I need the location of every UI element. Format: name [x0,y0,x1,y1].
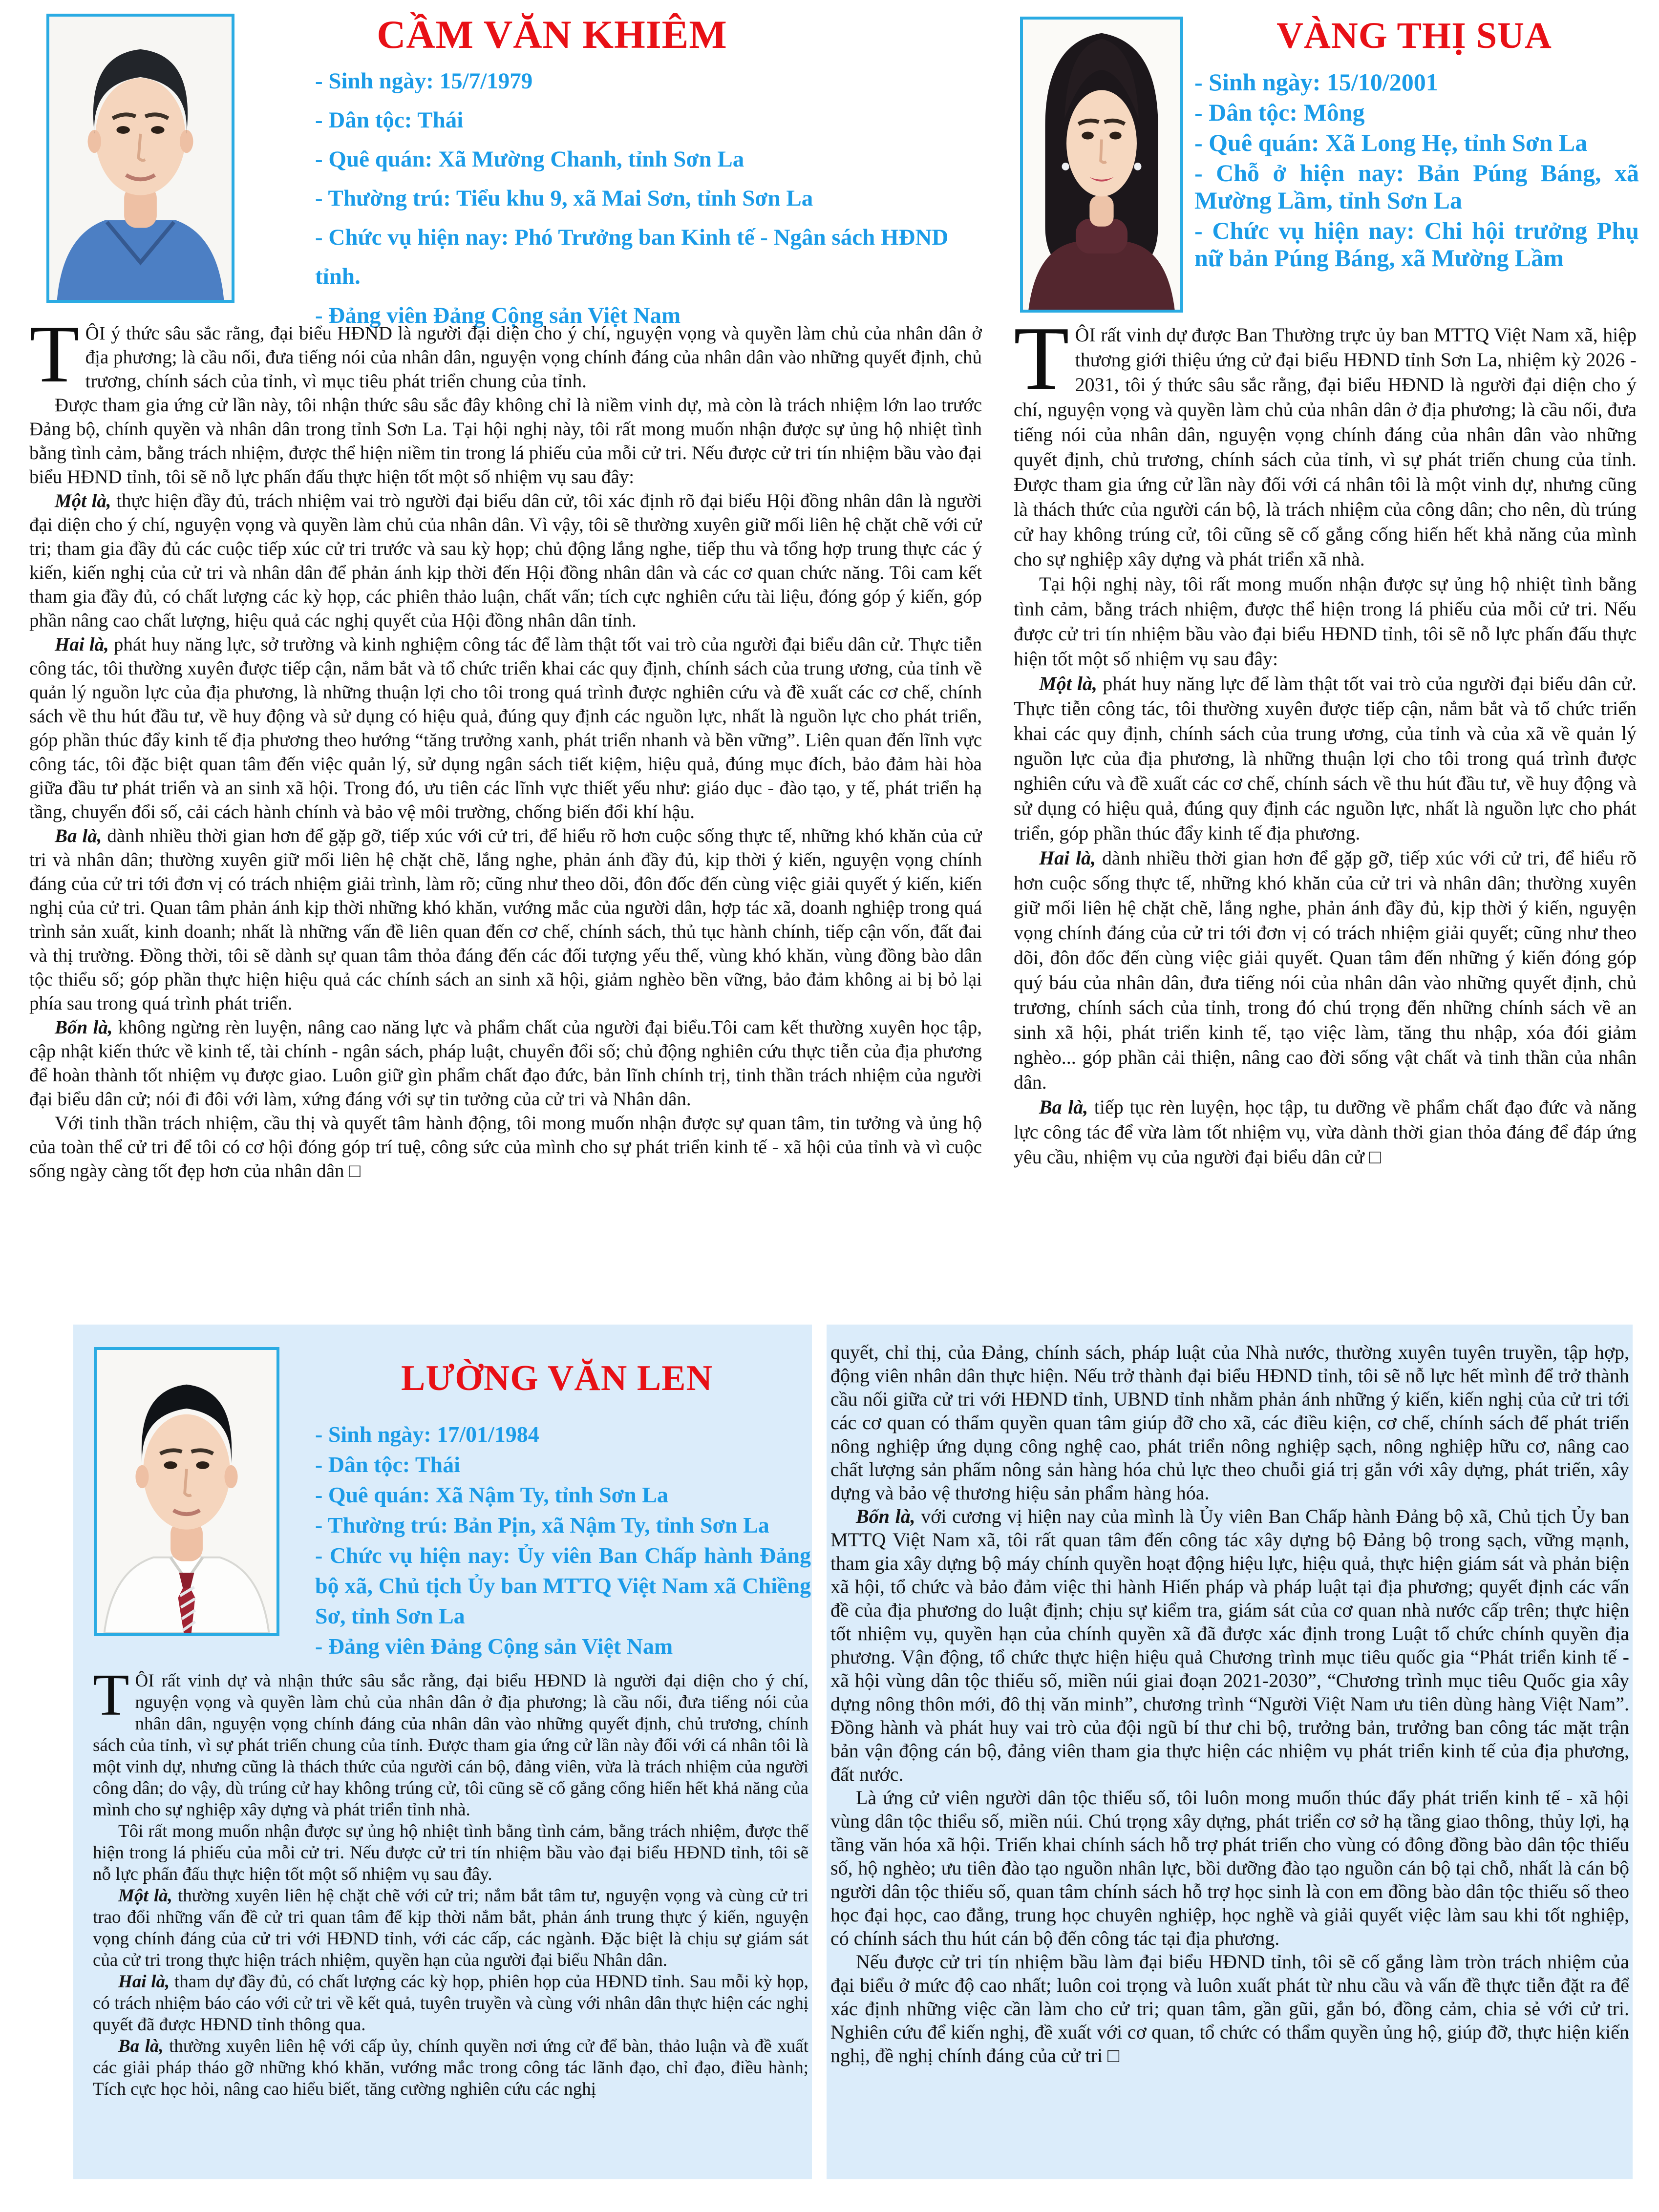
paragraph-lead: Hai là, [118,1972,170,1992]
statement-paragraph [29,393,982,489]
candidate-name: LƯỜNG VĂN LEN [401,1358,713,1398]
candidate-statement [93,1670,808,2174]
candidate-photo [94,1347,279,1636]
bio-item: - Sinh ngày: 15/7/1979 [315,68,533,94]
bio-item: - Chức vụ hiện nay: Phó Trưởng ban Kinh tế - Ngân sách HĐND tỉnh. [315,225,949,289]
bio-item: - Dân tộc: Thái [315,1452,460,1477]
paragraph-text: với cương vị hiện nay của mình là Ủy viên Ban Chấp hành Đảng bộ xã, Chủ tịch Ủy ban MTTQ Việt Nam xã, tôi rất quan tâm đến công tác xây dựng bộ Đảng bộ trong sạch, vững mạnh, tham gia xây dựng bộ máy chính quyền hoạt động hiệu lực, hiệu quả, thực hiện giám sát và phản biện xã hội, tổ chức và bảo đảm việc thi hành Hiến pháp và pháp luật tại địa phương; quyết định các vấn đề của địa phương do luật định; chịu sự kiểm tra, giám sát của cơ quan nhà nước cấp trên; thực hiện tốt nhiệm vụ, quyền hạn của chính quyền xã đã được xác định trong Luật tổ chức chính quyền địa phương. Vận động, tổ chức thực hiện hiệu quả Chương trình mục tiêu quốc gia “Phát triển kinh tế - xã hội vùng dân tộc thiểu số, miền núi giai đoạn 2021-2030”, “Chương trình mục tiêu Quốc gia xây dựng nông thôn mới, đô thị văn minh”, chương trình “Người Việt Nam ưu tiên dùng hàng Việt Nam”. Đồng hành và phát huy vai trò của đội ngũ bí thư chi bộ, trưởng bản, trưởng ban công tác mặt trận bản vận động cán bộ, đảng viên tham gia thực hiện các nhiệm vụ phát triển kinh tế của địa phương, đất nước. [830,1505,1629,1785]
statement-paragraph [830,1505,1629,1786]
statement-paragraph [1014,571,1637,671]
paragraph-lead: Một là, [118,1886,172,1906]
statement-paragraph [93,1821,808,1885]
bio-item: - Quê quán: Xã Long Hẹ, tỉnh Sơn La [1194,129,1588,156]
paragraph-text: quyết, chỉ thị, của Đảng, chính sách, pháp luật của Nhà nước, thường xuyên tuyên truyền, tập hợp, động viên nhân dân thực hiện. Nếu trở thành đại biểu HĐND tỉnh, tôi sẽ nỗ lực hết mình để trở thành cầu nối giữa cử tri với HĐND tỉnh, UBND tỉnh nhằm phản ánh những ý kiến, kiến nghị của cử tri tới các cơ quan có thẩm quyền quan tâm giúp đỡ cho xã, các điều kiện, cơ chế, chính sách để phát triển nông nghiệp ứng dụng công nghệ cao, phát triển nông nghiệp sạch, nông nghiệp hữu cơ, nâng cao chất lượng sản phẩm nông sản hàng hóa chủ lực theo chuỗi giá trị gắn với xây dựng, phát triển, xây dựng và bảo vệ thương hiệu sản phẩm hàng hóa. [830,1341,1629,1504]
portrait-man-white-shirt-tie-icon [97,1350,276,1633]
drop-cap: T [93,1670,129,1728]
bio-item: - Thường trú: Tiểu khu 9, xã Mai Sơn, tỉnh Sơn La [315,186,813,211]
statement-paragraph [93,1885,808,1971]
paragraph-text: dành nhiều thời gian hơn để gặp gỡ, tiếp xúc với cử tri, để hiểu rõ hơn cuộc sống thực tế, những khó khăn của cử tri và nhân dân; thường xuyên giữ mối liên hệ chặt chẽ, lắng nghe, phản ánh đầy đủ, kịp thời ý kiến, nguyện vọng chính đáng của cử tri tới đơn vị có trách nhiệm giải quyết; cũng như theo dõi, đôn đốc đến cùng việc giải quyết. Quan tâm đến những ý kiến đóng góp quý báu của nhân dân, đưa tiếng nói của nhân dân vào những quyết định, chủ trương, chính sách của tỉnh, trong đó chú trọng đến những chính sách về an sinh xã hội, phát triển kinh tế, tạo việc làm, tăng thu nhập, xóa đói giảm nghèo... góp phần cải thiện, nâng cao đời sống vật chất và tinh thần của nhân dân. [1014,847,1637,1093]
paragraph-text: ÔI ý thức sâu sắc rằng, đại biểu HĐND là người đại diện cho ý chí, nguyện vọng và quyền làm chủ của nhân dân ở địa phương; là cầu nối, đưa tiếng nói của nhân dân, nguyện vọng chính đáng của nhân dân vào những quyết định, chủ trương, chính sách của tỉnh, vì mục tiêu phát triển chung của tỉnh. [85,323,982,392]
candidate-name: VÀNG THỊ SUA [1276,15,1552,56]
statement-paragraph [29,489,982,632]
paragraph-lead: Bốn là, [55,1017,113,1038]
candidate-bio-list [315,1419,811,1662]
paragraph-lead: Bốn là, [856,1505,915,1527]
candidate-name: CẦM VĂN KHIÊM [377,12,727,57]
paragraph-text: thường xuyên liên hệ chặt chẽ với cử tri; nắm bắt tâm tư, nguyện vọng và cùng cử tri trao đổi những vấn đề cử tri quan tâm để kịp thời nắm bắt, phản ánh trung thực ý kiến, nguyện vọng chính đáng của cử tri với HĐND tỉnh, với các cấp, các ngành. Đặc biệt là chịu sự giám sát của cử tri trong thực hiện trách nhiệm, quyền hạn của người đại biểu Nhân dân. [93,1886,808,1970]
portrait-man-blue-shirt-icon [49,17,232,300]
statement-paragraph [1014,671,1637,845]
statement-paragraph [29,1111,982,1183]
bio-item: - Thường trú: Bản Pịn, xã Nậm Ty, tỉnh Sơn La [315,1513,769,1538]
statement-paragraph [29,824,982,1015]
paragraph-text: ÔI rất vinh dự được Ban Thường trực ủy ban MTTQ Việt Nam xã, hiệp thương giới thiệu ứng cử đại biểu HĐND tỉnh Sơn La, nhiệm kỳ 2026 - 2031, tôi ý thức sâu sắc rằng, đại biểu HĐND là người đại diện cho ý chí, nguyện vọng và quyền làm chủ của nhân dân ở địa phương; là cầu nối, đưa tiếng nói của nhân dân, nguyện vọng chính đáng của nhân dân vào những quyết định, chủ trương, chính sách của tỉnh, vì sự phát triển chung của tỉnh. Được tham gia ứng cử lần này đối với cá nhân tôi là một vinh dự, nhưng cũng là thách thức của người cán bộ, là trách nhiệm của công dân; cho nên, dù trúng cử hay không trúng cử, tôi cũng sẽ cố gắng cống hiến hết khả năng của mình cho sự nghiệp xây dựng và phát triển xã nhà. [1014,324,1637,570]
bio-item: - Chức vụ hiện nay: Ủy viên Ban Chấp hành Đảng bộ xã, Chủ tịch Ủy ban MTTQ Việt Nam xã Chiềng Sơ, tỉnh Sơn La [315,1543,811,1628]
statement-paragraph [29,632,982,824]
paragraph-lead: Một là, [1039,673,1097,695]
paragraph-lead: Ba là, [1039,1096,1088,1118]
paragraph-text: thực hiện đầy đủ, trách nhiệm vai trò người đại biểu dân cử, tôi xác định rõ đại biểu Hội đồng nhân dân là người đại diện cho ý chí, nguyện vọng và quyền làm chủ của nhân dân. Vì vậy, tôi sẽ thường xuyên giữ mối liên hệ chặt chẽ với cử tri; tham gia đầy đủ các cuộc tiếp xúc cử tri trước và sau kỳ họp; chủ động lắng nghe, tiếp thu và tổng hợp trung thực các ý kiến, kiến nghị của cử tri và nhân dân để phản ánh kịp thời đến Hội đồng nhân dân và các cơ quan chức năng. Tôi cam kết tham gia đầy đủ, có chất lượng các kỳ họp, các phiên thảo luận, chất vấn; tích cực nghiên cứu tài liệu, đóng góp ý kiến, góp phần nâng cao chất lượng, hiệu quả các nghị quyết của Hội đồng nhân dân tỉnh. [29,490,982,631]
bio-item: - Dân tộc: Mông [1194,99,1365,126]
candidate-bio-list [1194,68,1639,274]
statement-paragraph [29,321,982,400]
paragraph-lead: Ba là, [118,2036,164,2056]
bio-item: - Đảng viên Đảng Cộng sản Việt Nam [315,1634,673,1659]
paragraph-text: ÔI rất vinh dự và nhận thức sâu sắc rằng, đại biểu HĐND là người đại diện cho ý chí, nguyện vọng và quyền làm chủ của nhân dân ở địa phương; là cầu nối, đưa tiếng nói của nhân dân, nguyện vọng chính đáng của nhân dân vào những quyết định, chủ trương, chính sách của tỉnh, vì sự phát triển chung của tỉnh. Được tham gia ứng cử lần này đối với cá nhân tôi là một vinh dự, nhưng cũng là thách thức của người cán bộ, đảng viên, vừa là trách nhiệm của người công dân; do vậy, dù trúng cử hay không trúng cử, tôi cũng sẽ cố gắng cống hiến hết khả năng của mình cho sự nghiệp xây dựng và phát triển tỉnh nhà. [93,1671,808,1820]
bio-item: - Dân tộc: Thái [315,107,464,133]
bio-item: - Quê quán: Xã Mường Chanh, tỉnh Sơn La [315,147,744,172]
statement-paragraph [93,1670,808,1821]
candidate-photo [46,14,234,303]
statement-paragraph [1014,322,1637,571]
bio-item: - Quê quán: Xã Nậm Ty, tỉnh Sơn La [315,1482,668,1507]
candidate-bio-list [315,62,972,335]
drop-cap: T [29,321,80,400]
paragraph-text: không ngừng rèn luyện, nâng cao năng lực và phẩm chất của người đại biểu.Tôi cam kết thường xuyên học tập, cập nhật kiến thức về kinh tế, tài chính - ngân sách, pháp luật, chuyển đổi số; chủ động nghiên cứu thực tiễn của địa phương để hoàn thành tốt nhiệm vụ được giao. Luôn giữ gìn phẩm chất đạo đức, bản lĩnh chính trị, tinh thần trách nhiệm của người đại biểu dân cử; nói đi đôi với làm, xứng đáng với sự tin tưởng của cử tri và Nhân dân. [29,1017,982,1110]
paragraph-text: Tại hội nghị này, tôi rất mong muốn nhận được sự ủng hộ nhiệt tình bằng tình cảm, bằng trách nhiệm, được thể hiện trong lá phiếu của mỗi cử tri. Nếu được cử tri tín nhiệm bầu vào đại biểu HĐND tỉnh, tôi sẽ nỗ lực phấn đấu thực hiện tốt một số nhiệm vụ sau đây: [1014,573,1637,670]
statement-paragraph [29,1015,982,1111]
statement-paragraph [93,2036,808,2100]
candidate-statement-continuation [830,1341,1629,2177]
bio-item: - Đảng viên Đảng Cộng sản Việt Nam [315,303,681,328]
paragraph-lead: Hai là, [55,634,109,655]
bio-item: - Chức vụ hiện nay: Chi hội trưởng Phụ nữ bản Púng Báng, xã Mường Lầm [1194,217,1639,272]
panel-column-divider [812,1325,827,2179]
paragraph-text: Tôi rất mong muốn nhận được sự ủng hộ nhiệt tình bằng tình cảm, bằng trách nhiệm, được thể hiện trong lá phiếu của mỗi cử tri. Nếu được cử tri tín nhiệm bầu vào đại biểu HĐND tỉnh, tôi sẽ nỗ lực phấn đấu thực hiện tốt một số nhiệm vụ sau đây. [93,1821,808,1884]
bio-item: - Sinh ngày: 15/10/2001 [1194,68,1438,96]
paragraph-text: tham dự đầy đủ, có chất lượng các kỳ họp, phiên họp của HĐND tỉnh. Sau mỗi kỳ họp, có trách nhiệm báo cáo với cử tri về kết quả, tuyên truyền và cùng với nhân dân thực hiện các nghị quyết đã được HĐND tỉnh thông qua. [93,1972,808,2035]
paragraph-lead: Ba là, [55,825,102,846]
bio-item: - Chỗ ở hiện nay: Bản Púng Báng, xã Mường Lầm, tỉnh Sơn La [1194,159,1639,214]
candidate-statement [1014,322,1637,1304]
paragraph-text: Là ứng cử viên người dân tộc thiểu số, tôi luôn mong muốn thúc đẩy phát triển kinh tế - xã hội vùng dân tộc thiểu số, miền núi. Chú trọng xây dựng, phát triển cơ sở hạ tầng giao thông, thủy lợi, hạ tầng văn hóa xã hội. Triển khai chính sách hỗ trợ phát triển cho vùng có đông đồng bào dân tộc thiểu số, hộ nghèo; ưu tiên đào tạo nguồn nhân lực, bồi dưỡng đào tạo nguồn cán bộ tại chỗ, nhất là cán bộ người dân tộc thiểu số, quan tâm chính sách hỗ trợ học sinh là con em đồng bào dân tộc thiểu số theo học đại học, cao đẳng, trung học chuyên nghiệp, học nghề và giải quyết việc làm sau khi tốt nghiệp, có chính sách thu hút cán bộ đến công tác tại địa phương. [830,1787,1629,1949]
statement-paragraph [1014,845,1637,1095]
candidate-photo [1020,17,1183,313]
paragraph-text: phát huy năng lực, sở trường và kinh nghiệm công tác để làm thật tốt vai trò của người đại biểu dân cử. Thực tiễn công tác, tôi thường xuyên được tiếp cận, nắm bắt và tổ chức triển khai các quy định, chính sách của trung ương, của tỉnh về quản lý nguồn lực của địa phương, là những thuận lợi cho tôi trong quá trình được nghiên cứu và đề xuất các cơ chế, chính sách về thu hút đầu tư, về huy động và sử dụng có hiệu quả, đúng quy định các nguồn lực, nhất là nguồn lực cho phát triển, góp phần thúc đẩy kinh tế địa phương theo hướng “tăng trưởng xanh, phát triển nhanh và bền vững”. Liên quan đến lĩnh vực công tác, tôi đặc biệt quan tâm đến việc quản lý, sử dụng ngân sách tiết kiệm, hiệu quả, đúng mục đích, bảo đảm hài hòa giữa đầu tư phát triển và an sinh xã hội. Trong đó, ưu tiên các lĩnh vực thiết yếu như: giáo dục - đào tạo, y tế, phát triển hạ tầng, chuyển đổi số, cải cách hành chính và bảo vệ môi trường, chống biến đổi khí hậu. [29,634,982,822]
statement-paragraph [830,1786,1629,1950]
portrait-woman-maroon-sweater-icon [1023,20,1180,310]
paragraph-lead: Hai là, [1039,847,1096,869]
statement-paragraph [93,1971,808,2036]
paragraph-text: tiếp tục rèn luyện, học tập, tu dưỡng về phẩm chất đạo đức và năng lực công tác để vừa làm tốt nhiệm vụ, vừa dành thời gian thỏa đáng để đáp ứng yêu cầu, nhiệm vụ của người đại biểu dân cử □ [1014,1096,1637,1168]
paragraph-text: dành nhiều thời gian hơn để gặp gỡ, tiếp xúc với cử tri, để hiểu rõ hơn cuộc sống thực tế, những khó khăn của cử tri và nhân dân; thường xuyên giữ mối liên hệ chặt chẽ, lắng nghe, phản ánh đầy đủ, kịp thời ý kiến, nguyện vọng chính đáng của cử tri tới đơn vị có trách nhiệm giải trình, làm rõ; cũng như theo dõi, đôn đốc đến cùng việc giải quyết ý kiến, kiến nghị của cử tri. Quan tâm phản ánh kịp thời những khó khăn, vướng mắc của người dân, hợp tác xã, doanh nghiệp trong quá trình sản xuất, kinh doanh; nhất là những vấn đề liên quan đến cơ chế, chính sách, thủ tục hành chính, tiếp cận vốn, đất đai và thị trường. Đồng thời, tôi sẽ dành sự quan tâm thỏa đáng đến các đối tượng yếu thế, vùng khó khăn, vùng đồng bào dân tộc thiểu số; góp phần thực hiện hiệu quả các chính sách an sinh xã hội, giảm nghèo bền vững, bảo đảm không ai bị bỏ lại phía sau trong quá trình phát triển. [29,825,982,1014]
bio-item: - Sinh ngày: 17/01/1984 [315,1422,539,1447]
paragraph-text: Nếu được cử tri tín nhiệm bầu làm đại biểu HĐND tỉnh, tôi sẽ cố gắng làm tròn trách nhiệm của đại biểu ở mức độ cao nhất; luôn coi trọng và luôn xuất phát từ nhu cầu và vấn đề thực tiễn đặt ra để xác định những việc cần làm cho cử tri; quan tâm, gần gũi, gắn bó, đồng cảm, chia sẻ với cử tri. Nghiên cứu để kiến nghị, đề xuất với cơ quan, tổ chức có thẩm quyền ủng hộ, giúp đỡ, thực hiện kiến nghị, đề nghị chính đáng của cử tri □ [830,1951,1629,2066]
candidate-statement [29,321,982,1304]
paragraph-text: Được tham gia ứng cử lần này, tôi nhận thức sâu sắc đây không chỉ là niềm vinh dự, mà còn là trách nhiệm lớn lao trước Đảng bộ, chính quyền và nhân dân trong tỉnh Sơn La. Tại hội nghị này, tôi rất mong muốn nhận được sự ủng hộ nhiệt tình bằng tình cảm, bằng trách nhiệm, được thể hiện niềm tin trong lá phiếu của mỗi cử tri. Nếu được cử tri tín nhiệm bầu vào đại biểu HĐND tỉnh, tôi sẽ nỗ lực phấn đấu thực hiện tốt một số nhiệm vụ sau đây: [29,395,982,487]
statement-paragraph [830,1341,1629,1505]
paragraph-text: Với tinh thần trách nhiệm, cầu thị và quyết tâm hành động, tôi mong muốn nhận được sự quan tâm, tin tưởng và ủng hộ của toàn thể cử tri để tôi có cơ hội đóng góp trí tuệ, công sức của mình cho sự phát triển kinh tế - xã hội của tỉnh và vì cuộc sống ngày càng tốt đẹp hơn của nhân dân □ [29,1113,982,1181]
paragraph-text: phát huy năng lực để làm thật tốt vai trò của người đại biểu dân cử. Thực tiễn công tác, tôi thường xuyên được tiếp cận, nắm bắt và tổ chức triển khai các quy định, chính sách của trung ương, của tỉnh và của xã về quản lý nguồn lực của địa phương, là những thuận lợi cho tôi trong quá trình được nghiên cứu và đề xuất các cơ chế, chính sách về thu hút đầu tư, về huy động và sử dụng có hiệu quả, đúng quy định các nguồn lực, nhất là nguồn lực cho phát triển, góp phần thúc đẩy kinh tế địa phương. [1014,673,1637,844]
statement-paragraph [1014,1095,1637,1169]
drop-cap: T [1014,322,1069,409]
paragraph-text: thường xuyên liên hệ với cấp ủy, chính quyền nơi ứng cử để bàn, thảo luận và đề xuất các giải pháp tháo gỡ những khó khăn, vướng mắc trong công tác lãnh đạo, chỉ đạo, điều hành; Tích cực học hỏi, nâng cao hiểu biết, tăng cường nghiên cứu các nghị [93,2036,808,2099]
paragraph-lead: Một là, [55,490,111,511]
statement-paragraph [830,1950,1629,2067]
